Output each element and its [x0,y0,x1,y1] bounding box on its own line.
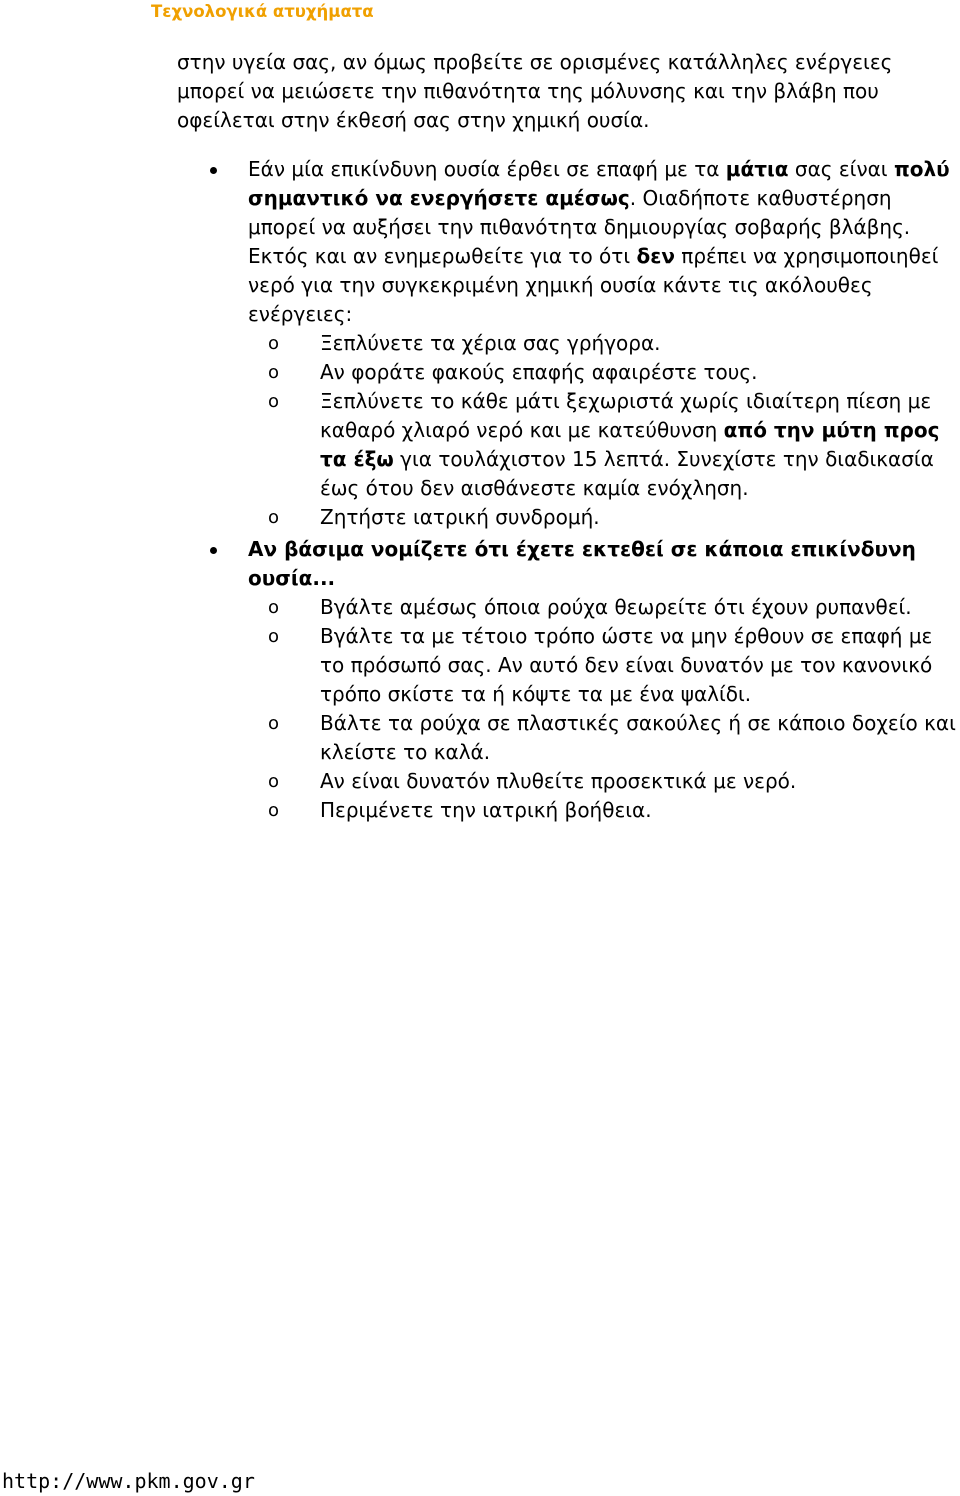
list-item [268,709,960,767]
list-item-text: Ξεπλύνετε το κάθε μάτι ξεχωριστά χωρίς ιδιαίτερη πίεση με καθαρό χλιαρό νερό και με κατεύθυνση [320,389,932,442]
list-item-text: Βγάλτε τα με τέτοιο τρόπο ώστε να μην έρθουν σε επαφή με το πρόσωπό σας. Αν αυτό δεν είναι δυνατόν με τον κανονικό τρόπο σκίστε τα ή κόψτε τα με ένα ψαλίδι. [320,624,933,706]
bold-text: δεν [636,244,675,268]
circle-bullet-icon: o [268,800,280,821]
list-item [268,622,960,709]
bold-text: μάτια [725,157,789,181]
circle-bullet-icon: o [268,362,280,383]
circle-bullet-icon: o [268,507,280,528]
circle-bullet-icon: o [268,333,280,354]
circle-bullet-icon: o [268,626,280,647]
bullet-eyes [248,155,954,532]
list-item-text: Βγάλτε αμέσως όποια ρούχα θεωρείτε ότι έχουν ρυπανθεί. [320,595,912,619]
exposure-steps-list [248,593,954,825]
bullet-text: Εάν μία επικίνδυνη ουσία έρθει σε επαφή με τα [248,157,726,181]
list-item-text: για τουλάχιστον 15 λεπτά. Συνεχίστε την διαδικασία έως ότου δεν αισθάνεστε καμία ενόχληση. [320,447,934,500]
circle-bullet-icon: o [268,713,280,734]
list-item [268,358,960,387]
circle-bullet-icon: o [268,391,280,412]
list-item-text: Αν είναι δυνατόν πλυθείτε προσεκτικά με νερό. [320,769,797,793]
document-body [0,48,960,825]
bullet-text: πρέπει να χρησιμοποιηθεί νερό για την συγκεκριμένη χημική ουσία κάντε τις ακόλουθες ενέργειες: [248,244,939,326]
list-item [268,593,960,622]
intro-paragraph: στην υγεία σας, αν όμως προβείτε σε ορισμένες κατάλληλες ενέργειες μπορεί να μειώσετε την πιθανότητα της μόλυνσης και την βλάβη που οφείλεται στην έκθεσή σας στην χημική ουσία. [177,50,893,132]
list-item-text: Βάλτε τα ρούχα σε πλαστικές σακούλες ή σε κάποιο δοχείο και κλείστε το καλά. [320,711,956,764]
list-item-text: Ξεπλύνετε τα χέρια σας γρήγορα. [320,331,661,355]
list-item [268,329,960,358]
list-item-text: Περιμένετε την ιατρική βοήθεια. [320,798,652,822]
bold-text: από την μύτη προς τα έξω [320,418,940,471]
list-item [268,767,960,796]
footer-url: http://www.pkm.gov.gr [2,1469,255,1493]
list-item [268,503,960,532]
page-header-title: Τεχνολογικά ατυχήματα [151,2,374,21]
list-item-text: Ζητήστε ιατρική συνδρομή. [320,505,600,529]
eye-steps-list [248,329,954,532]
bullet-exposure [248,535,954,825]
bullet-heading: Αν βάσιμα νομίζετε ότι έχετε εκτεθεί σε κάποια επικίνδυνη ουσία... [248,537,916,590]
list-item-text: Αν φοράτε φακούς επαφής αφαιρέστε τους. [320,360,758,384]
list-item [268,387,960,503]
circle-bullet-icon: o [268,771,280,792]
list-item [268,796,960,825]
bullet-text: σας είναι [788,157,894,181]
bullet-text: . Οιαδήποτε καθυστέρηση μπορεί να αυξήσει την πιθανότητα δημιουργίας σοβαρής βλάβης. Εκτός και αν ενημερωθείτε για το ότι [248,186,911,268]
bold-text: πολύ σημαντικό να ενεργήσετε αμέσως [248,157,950,210]
circle-bullet-icon: o [268,597,280,618]
